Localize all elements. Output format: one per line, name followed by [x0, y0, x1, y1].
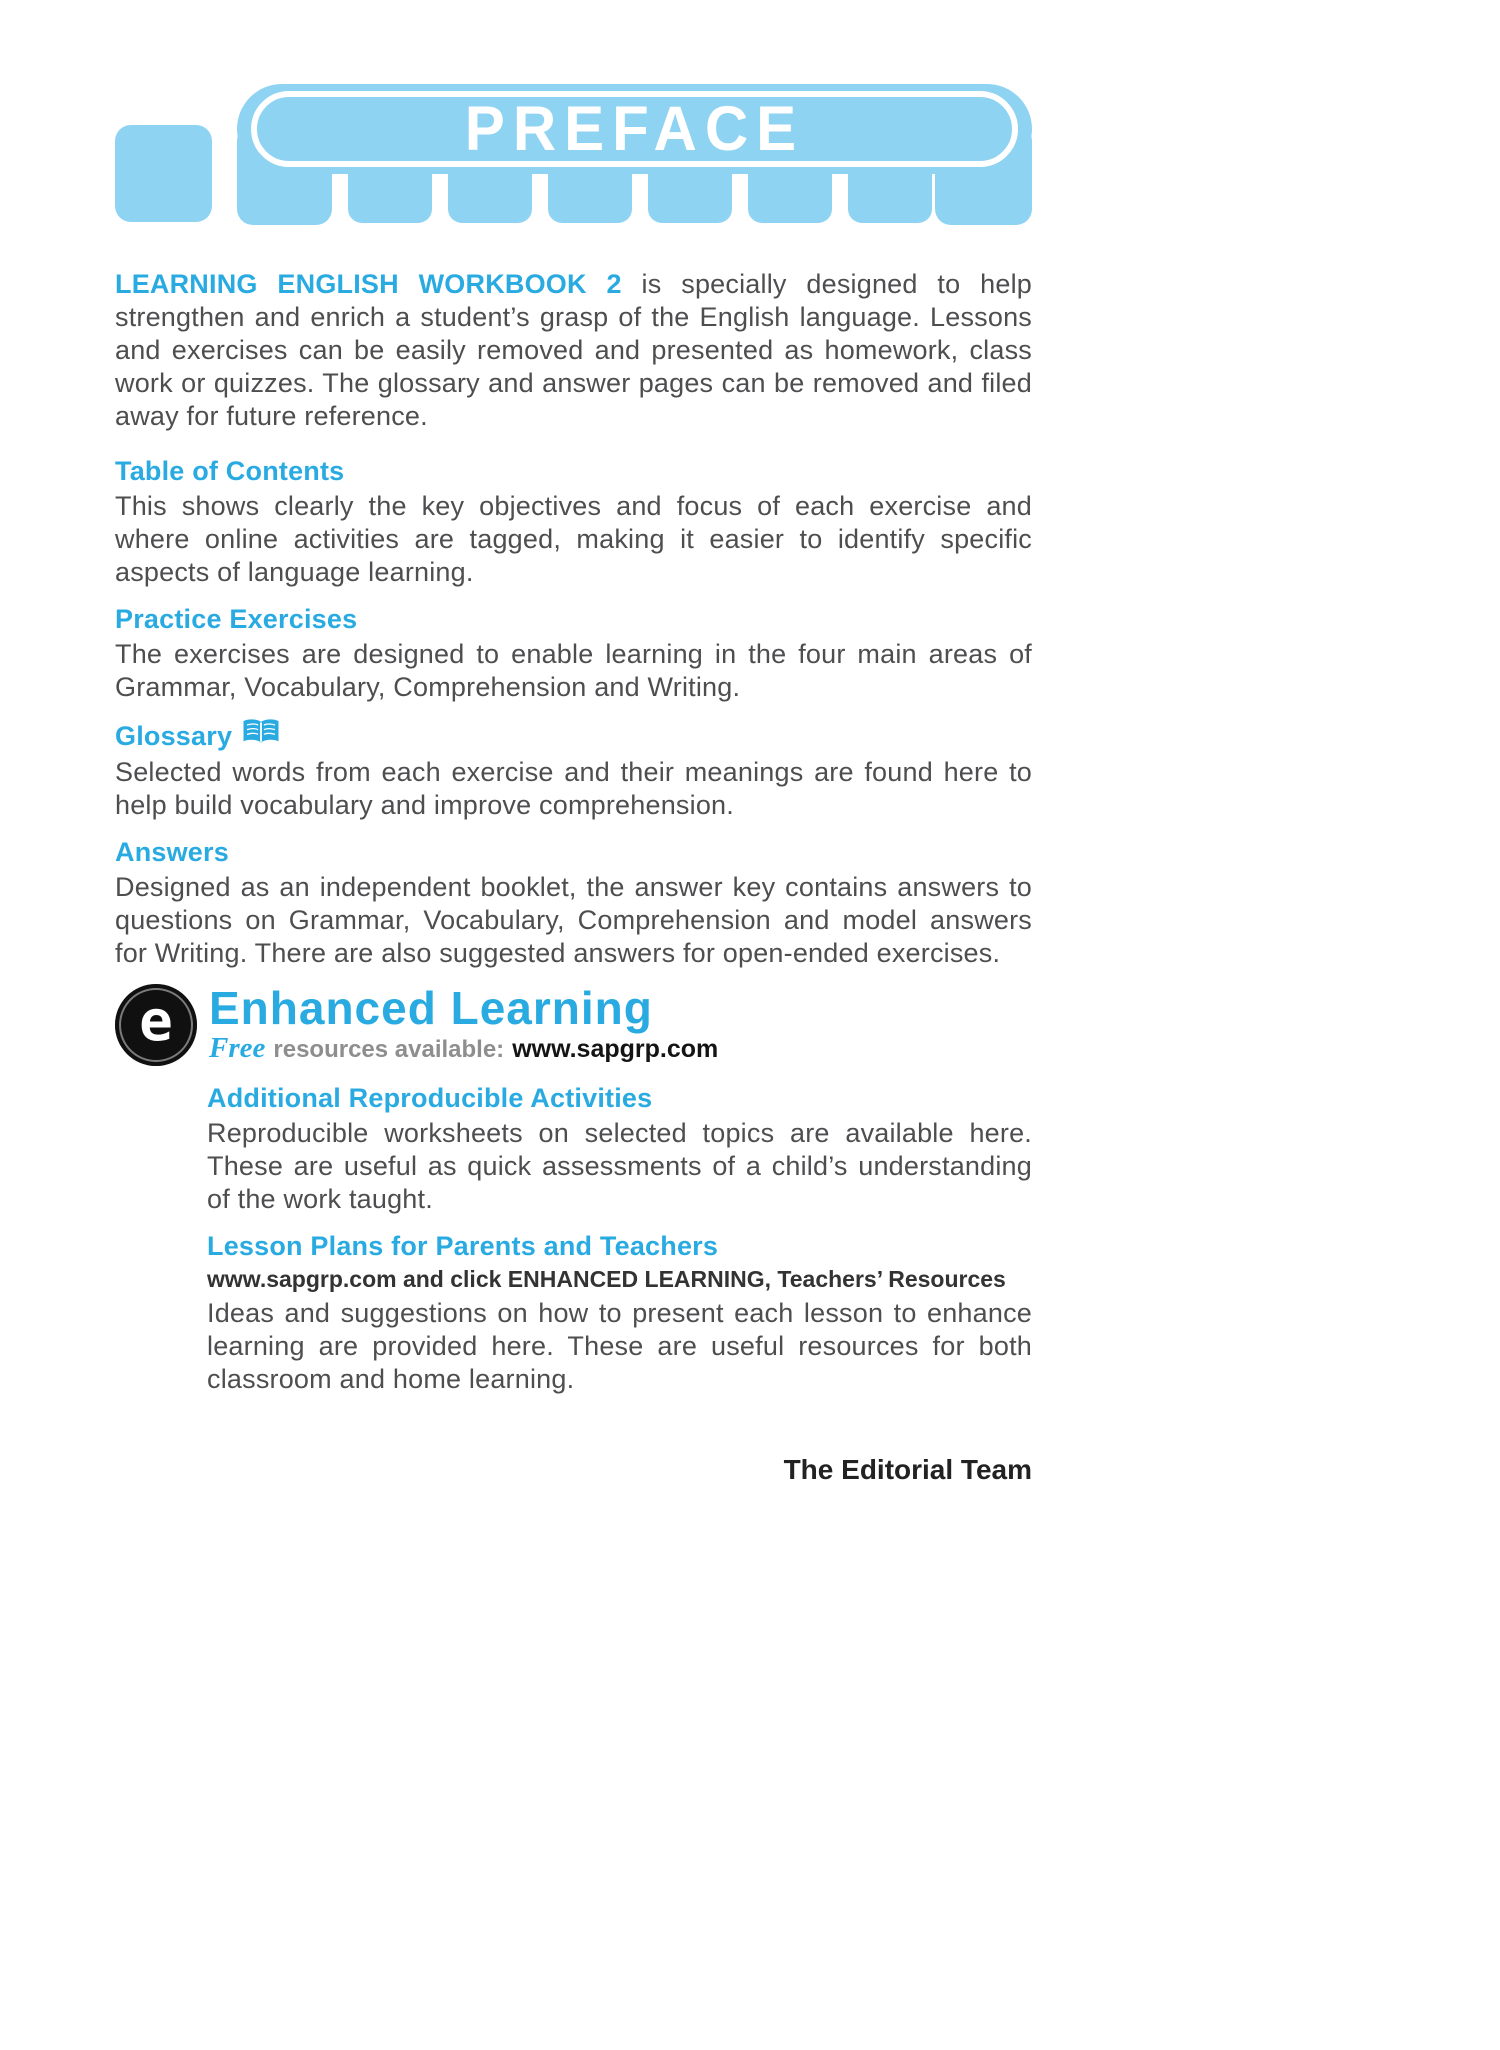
section-body: Designed as an independent booklet, the answer key contains answers to questions on Grammar, Vocabulary, Comprehension and model answers for Writing. There are also suggested answers for open-ended exercises. — [115, 872, 1032, 968]
section-glossary — [115, 718, 1032, 822]
section-additional-activities — [207, 1082, 1032, 1216]
intro-paragraph — [115, 268, 1032, 433]
preface-banner — [237, 84, 1032, 174]
section-heading: Answers — [115, 837, 229, 867]
enhanced-learning-title: Enhanced Learning — [209, 982, 653, 1034]
enhanced-learning-titles — [209, 984, 718, 1068]
page-title: PREFACE — [464, 93, 805, 164]
section-heading: Practice Exercises — [115, 604, 358, 634]
open-book-icon — [242, 718, 280, 754]
main-content — [0, 230, 1500, 1486]
resources-label: resources available: — [273, 1036, 505, 1063]
editorial-team-signature: The Editorial Team — [783, 1454, 1032, 1485]
section-body: Reproducible worksheets on selected topics are available here. These are useful as quick assessments of a child’s understanding of the work taught. — [207, 1118, 1032, 1214]
section-heading — [115, 718, 1032, 754]
enhanced-learning-subtitle — [209, 1033, 718, 1068]
glossary-heading-text: Glossary — [115, 720, 233, 751]
enhanced-subsections — [115, 1082, 1032, 1396]
enhanced-learning-e-icon: e — [115, 984, 197, 1066]
resources-url: www.sapgrp.com — [512, 1035, 719, 1063]
section-heading: Table of Contents — [115, 456, 345, 486]
enhanced-learning-header — [115, 984, 1032, 1068]
section-answers — [115, 836, 1032, 970]
intro-text: is specially designed to help strengthen and enrich a student’s grasp of the English language. Lessons and exercises can be easily removed and presented as homework, class work or quizzes. The glossary and answer pages can be removed and filed away for future reference. — [115, 269, 1032, 431]
section-body: Selected words from each exercise and their meanings are found here to help build vocabulary and improve comprehension. — [115, 757, 1032, 820]
section-body: The exercises are designed to enable learning in the four main areas of Grammar, Vocabulary, Comprehension and Writing. — [115, 639, 1032, 702]
lesson-plans-url-line: www.sapgrp.com and click ENHANCED LEARNING, Teachers’ Resources — [207, 1266, 1006, 1292]
enhanced-learning-block — [115, 984, 1032, 1396]
section-heading: Additional Reproducible Activities — [207, 1083, 653, 1113]
header-square-left — [115, 125, 212, 222]
section-body: This shows clearly the key objectives and focus of each exercise and where online activities are tagged, making it easier to identify specific aspects of language learning. — [115, 491, 1032, 587]
free-label: Free — [209, 1032, 266, 1064]
workbook-title-lead: LEARNING ENGLISH WORKBOOK 2 — [115, 269, 622, 299]
section-heading: Lesson Plans for Parents and Teachers — [207, 1231, 719, 1261]
section-table-of-contents — [115, 455, 1032, 589]
section-practice-exercises — [115, 603, 1032, 704]
section-body: Ideas and suggestions on how to present each lesson to enhance learning are provided here. These are useful resources for both classroom and home learning. — [207, 1298, 1032, 1394]
decorative-header — [0, 0, 1500, 230]
section-lesson-plans — [207, 1230, 1032, 1396]
